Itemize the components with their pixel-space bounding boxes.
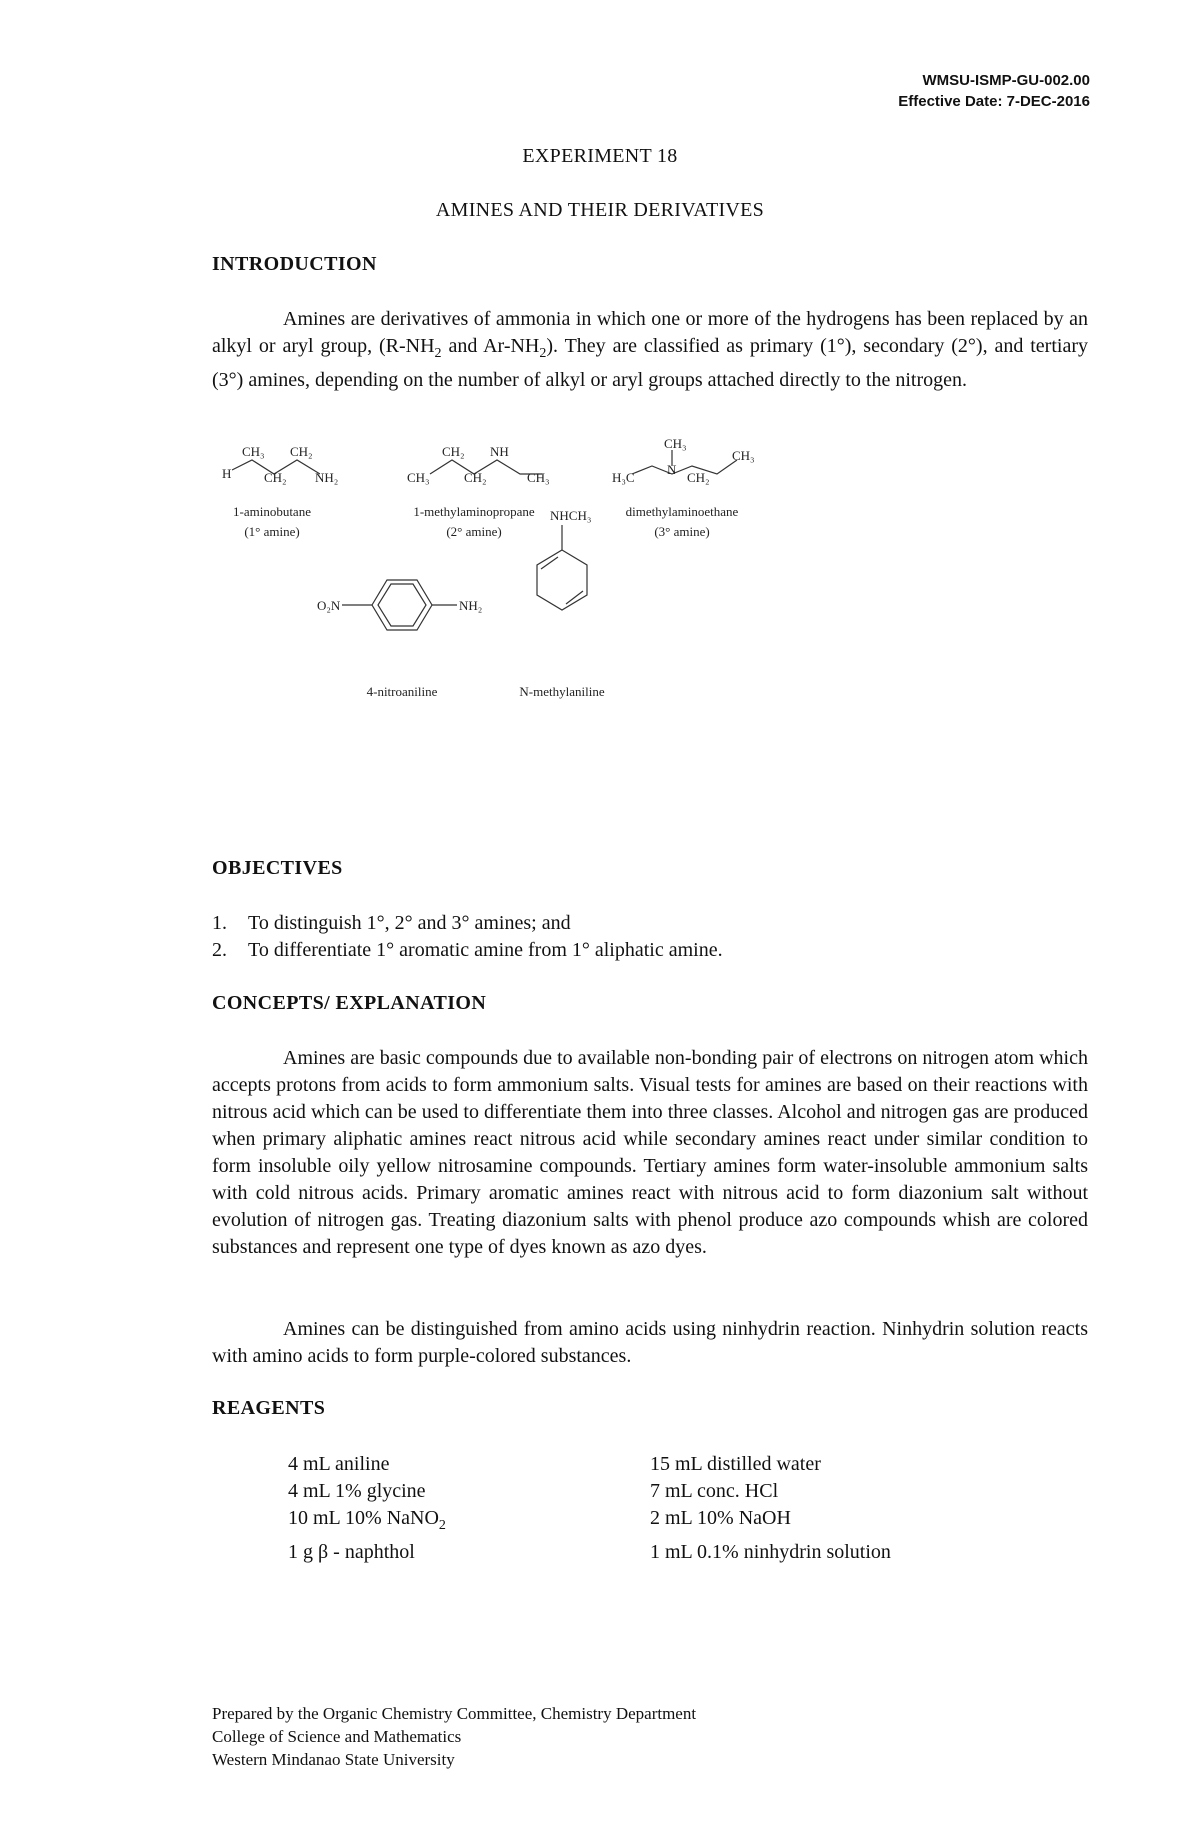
reagent-item: 1 mL 0.1% ninhydrin solution	[650, 1541, 891, 1563]
document-code: WMSU-ISMP-GU-002.00	[922, 72, 1090, 89]
intro-text-part-3: ). They are classified as primary (1°), secondary (2°), and tertiary (3°) amines, depending on the number of alkyl or aryl groups attached directly to the nitrogen.	[212, 335, 1088, 391]
svg-text:CH₂: CH₂	[464, 470, 487, 485]
svg-text:H: H	[222, 466, 232, 481]
reagent-item: 2 mL 10% NaOH	[650, 1507, 791, 1529]
svg-text:CH₂: CH₂	[290, 444, 313, 459]
svg-text:CH₂: CH₂	[264, 470, 287, 485]
objective-text: To differentiate 1° aromatic amine from 1° aliphatic amine.	[248, 939, 723, 961]
svg-text:CH₃: CH₃	[407, 470, 430, 485]
reagent-text: 10 mL 10% NaNO	[288, 1507, 439, 1529]
mol2-name: 1-methylaminopropane	[413, 504, 535, 519]
reagent-item: 7 mL conc. HCl	[650, 1480, 779, 1502]
introduction-text	[212, 306, 1088, 394]
reagent-item: 1 g β - naphthol	[288, 1541, 415, 1563]
svg-text:N: N	[667, 462, 677, 477]
reagent-item: 15 mL distilled water	[650, 1453, 821, 1475]
svg-text:CH₃: CH₃	[664, 436, 687, 451]
svg-text:NH: NH	[490, 444, 509, 459]
mol4-name: 4-nitroaniline	[366, 684, 438, 699]
reagent-row	[288, 1451, 1008, 1478]
concepts-paragraph-1: Amines are basic compounds due to available non-bonding pair of electrons on nitrogen atom which accepts protons from acids to form ammonium salts. Visual tests for amines are based on their reactions with nitrous acid which can be used to differentiate them into three classes. Alcohol and nitrogen gas are produced when primary aliphatic amines react nitrous acid while secondary amines react under similar condition to form insoluble oily yellow nitrosamine compounds. Tertiary amines form water-insoluble ammonium salts with cold nitrous acids. Primary aromatic amines react with nitrous acid to form diazonium salt without evolution of nitrogen gas. Treating diazonium salts with phenol produce azo compounds whish are colored substances and represent one type of dyes known as azo dyes.	[212, 1047, 1088, 1258]
mol1-name: 1-aminobutane	[233, 504, 311, 519]
svg-text:CH₃: CH₃	[242, 444, 265, 459]
reagent-item: 4 mL 1% glycine	[288, 1480, 426, 1502]
mol3-class: (3° amine)	[654, 524, 710, 539]
objectives-list	[212, 910, 723, 964]
reagent-item	[288, 1505, 650, 1539]
mol3-name: dimethylaminoethane	[625, 504, 739, 519]
footer-line: College of Science and Mathematics	[212, 1727, 462, 1746]
reagents-heading: REAGENTS	[212, 1397, 326, 1419]
mol5-name: N-methylaniline	[519, 684, 605, 699]
mol1-class: (1° amine)	[244, 524, 300, 539]
svg-text:CH₃: CH₃	[527, 470, 550, 485]
subscript-2: 2	[438, 1518, 446, 1533]
reagent-row	[288, 1505, 1008, 1539]
svg-text:CH₂: CH₂	[442, 444, 465, 459]
objective-number: 2.	[212, 939, 227, 961]
mol4-ring	[372, 580, 432, 630]
objective-item	[212, 910, 723, 937]
objectives-heading: OBJECTIVES	[212, 857, 343, 879]
intro-text-part-1: Amines are derivatives of ammonia in which one or more of the hydrogens has been replaced by an alkyl or aryl group, (R-NH	[212, 308, 1088, 357]
footer	[212, 1702, 696, 1771]
concepts-paragraph-2: Amines can be distinguished from amino acids using ninhydrin reaction. Ninhydrin solution reacts with amino acids to form purple-colored substances.	[212, 1318, 1088, 1367]
svg-text:CH₃: CH₃	[732, 448, 755, 463]
mol2-class: (2° amine)	[446, 524, 502, 539]
svg-text:CH₂: CH₂	[687, 470, 710, 485]
experiment-number: EXPERIMENT 18	[522, 145, 678, 167]
svg-text:NH₂: NH₂	[459, 598, 483, 613]
svg-text:NHCH₃: NHCH₃	[550, 508, 592, 523]
footer-line: Western Mindanao State University	[212, 1750, 455, 1769]
reagents-list	[288, 1451, 1008, 1566]
svg-text:O₂N: O₂N	[317, 598, 341, 613]
mol5-ring	[537, 550, 587, 610]
introduction-heading: INTRODUCTION	[212, 253, 377, 275]
reagent-row	[288, 1539, 1008, 1566]
intro-text-part-2: and Ar-NH	[441, 335, 540, 357]
reagent-item: 4 mL aniline	[288, 1453, 390, 1475]
concepts-heading: CONCEPTS/ EXPLANATION	[212, 992, 487, 1014]
document-id-block	[898, 70, 1090, 112]
objective-item	[212, 937, 723, 964]
footer-line: Prepared by the Organic Chemistry Committee, Chemistry Department	[212, 1704, 697, 1723]
reagent-row	[288, 1478, 1008, 1505]
mol3-skeleton	[632, 460, 737, 474]
svg-text:NH₂: NH₂	[315, 470, 339, 485]
structures-svg	[212, 430, 812, 720]
svg-text:H₃C: H₃C	[612, 470, 635, 485]
subscript-2: 2	[434, 346, 442, 361]
effective-date: Effective Date: 7-DEC-2016	[898, 93, 1090, 110]
objective-number: 1.	[212, 912, 227, 934]
objective-text: To distinguish 1°, 2° and 3° amines; and	[248, 912, 571, 934]
amine-structures-figure	[212, 430, 812, 720]
experiment-title: AMINES AND THEIR DERIVATIVES	[435, 199, 765, 221]
subscript-2: 2	[539, 346, 547, 361]
